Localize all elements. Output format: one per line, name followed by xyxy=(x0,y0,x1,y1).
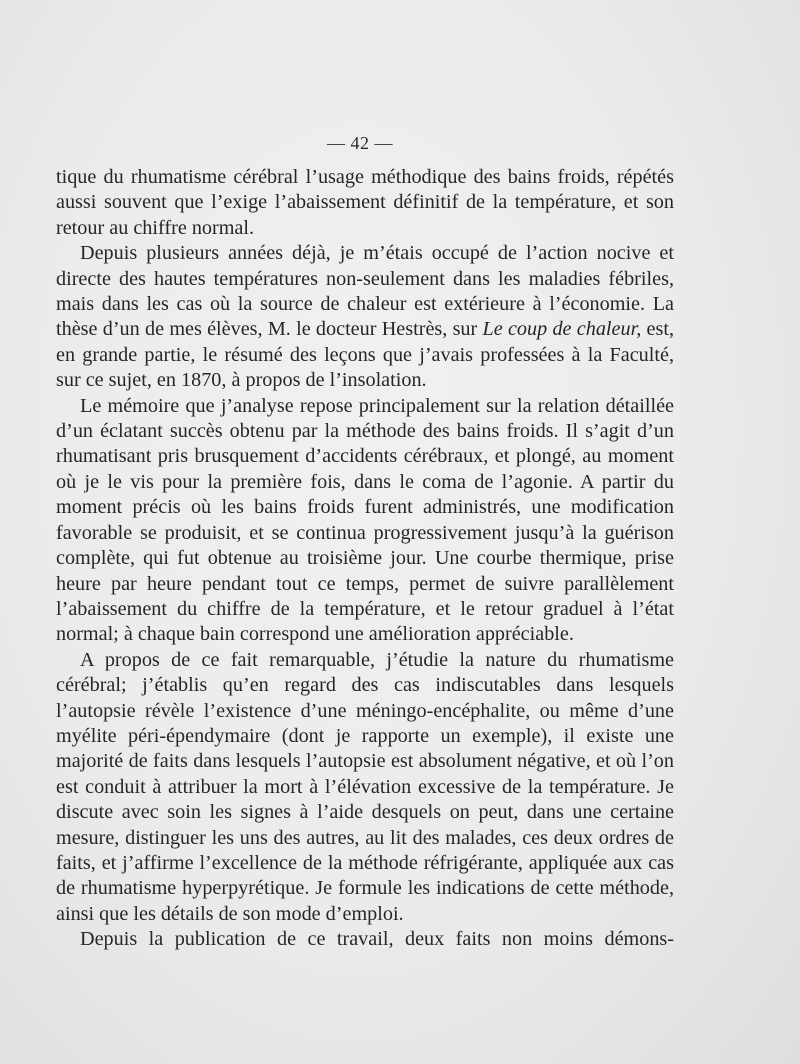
paragraph-2-text-b: est, en grande partie, le résumé des leçons que j’avais professées à la Faculté, sur ce sujet, en 1870, à propos de l’insolation. xyxy=(56,318,674,392)
paragraph-5: Depuis la publication de ce travail, deux faits non moins démons- xyxy=(80,928,674,951)
body-text xyxy=(56,165,674,953)
book-title-italic: Le coup de chaleur, xyxy=(482,318,642,341)
paragraph-2 xyxy=(56,241,674,393)
paragraph-1: tique du rhumatisme cérébral l’usage méthodique des bains froids, répétés aussi souvent que l’exige l’abaissement définitif de la température, et son retour au chiffre normal. xyxy=(56,166,674,239)
page-number: — 42 — xyxy=(327,133,393,153)
paragraph-2-text-a: Depuis plusieurs années déjà, je m’étais occupé de l’action nocive et directe des hautes températures non-seulement dans les maladies fébriles, mais dans les cas où la source de chaleur est extérieure à l’économie. La thèse d’un de mes élèves, M. le docteur Hestrès, sur xyxy=(56,242,674,341)
paragraph-4: A propos de ce fait remarquable, j’étudie la nature du rhumatisme cérébral; j’établis qu’en regard des cas indiscutables dans lesquels l’autopsie révèle l’existence d’une méningo-encéphalite, ou même d’une myélite péri-épendymaire (dont je rapporte un exemple), il existe une majorité de faits dans lesquels l’autopsie est absolument négative, et où l’on est conduit à attribuer la mort à l’élévation excessive de la température. Je discute avec soin les signes à l’aide desquels on peut, dans une certaine mesure, distinguer les uns des autres, au lit des malades, ces deux ordres de faits, et j’affirme l’excellence de la méthode réfrigérante, appliquée aux cas de rhumatisme hyperpyrétique. Je formule les indications de cette méthode, ainsi que les détails de son mode d’emploi. xyxy=(56,648,674,925)
paragraph-3: Le mémoire que j’analyse repose principalement sur la relation détaillée d’un éclatant succès obtenu par la méthode des bains froids. Il s’agit d’un rhumatisant pris brusquement d’accidents cérébraux, et plongé, au moment où je le vis pour la première fois, dans le coma de l’agonie. A partir du moment précis où les bains froids furent administrés, une modification favorable se produisit, et se continua progressivement jusqu’à la guérison complète, qui fut obtenue au troisième jour. Une courbe thermique, prise heure par heure pendant tout ce temps, permet de suivre parallèlement l’abaissement du chiffre de la température, et le retour graduel à l’état normal; à chaque bain correspond une amélioration appréciable. xyxy=(56,394,674,646)
